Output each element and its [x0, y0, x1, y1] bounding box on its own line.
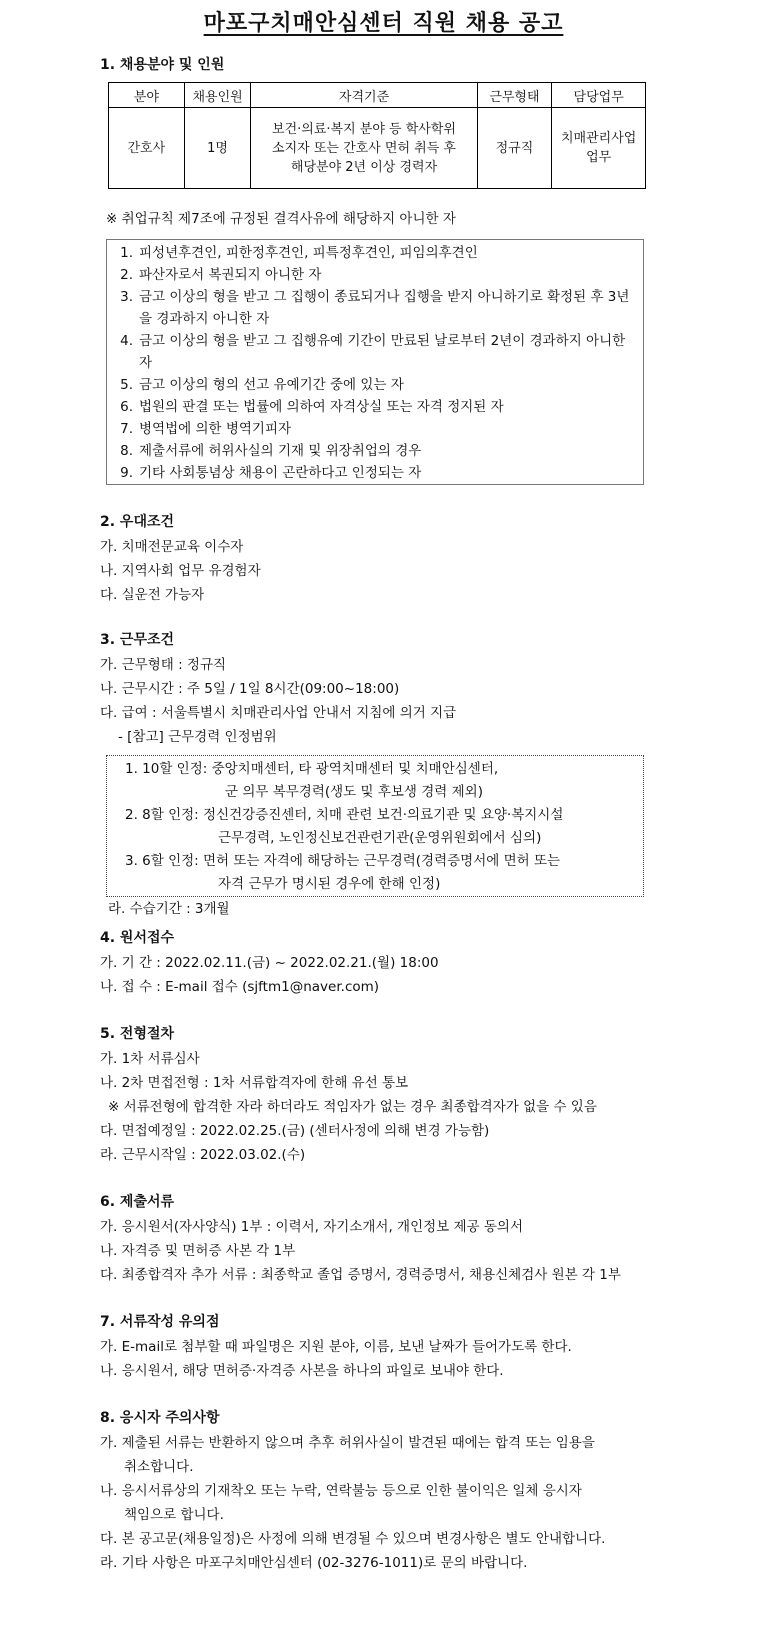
list-item: 6. 법원의 판결 또는 법률에 의하여 자격상실 또는 자격 정지된 자 [120, 399, 504, 415]
caution-item: 라. 기타 사항은 마포구치매안심센터 (02-3276-1011)로 문의 바랍니다. [100, 1555, 528, 1571]
table-cell: 보건·의료·복지 분야 등 학사학위 소지자 또는 간호사 면허 취득 후 해당분야 2년 이상 경력자 [251, 108, 477, 189]
document-item: 나. 자격증 및 면허증 사본 각 1부 [100, 1243, 296, 1259]
section-8-heading: 8. 응시자 주의사항 [100, 1410, 220, 1426]
table-row [109, 108, 646, 189]
application-item: 가. 기 간 : 2022.02.11.(금) ~ 2022.02.21.(월) 18:00 [100, 955, 439, 971]
table-header: 분야 [109, 83, 185, 108]
caution-item: 다. 본 공고문(채용일정)은 사정에 의해 변경될 수 있으며 변경사항은 별도 안내합니다. [100, 1531, 606, 1547]
table-header-row [109, 83, 646, 108]
section-6-heading: 6. 제출서류 [100, 1194, 175, 1210]
section-7-heading: 7. 서류작성 유의점 [100, 1314, 220, 1330]
condition-item: 가. 근무형태 : 정규직 [100, 657, 227, 673]
career-item: 1. 10할 인정: 중앙치매센터, 타 광역치매센터 및 치매안심센터, 군 의무 복무경력(생도 및 후보생 경력 제외) [125, 761, 499, 800]
caution-item: 가. 제출된 서류는 반환하지 않으며 추후 허위사실이 발견된 때에는 합격 또는 임용을 취소합니다. [100, 1435, 595, 1475]
table-header: 담당업무 [552, 83, 646, 108]
career-item: 3. 6할 인정: 면허 또는 자격에 해당하는 근무경력(경력증명서에 면허 또는 자격 근무가 명시된 경우에 한해 인정) [125, 853, 561, 892]
table-cell: 정규직 [477, 108, 552, 189]
application-item: 나. 접 수 : E-mail 접수 (sjftm1@naver.com) [100, 979, 380, 995]
career-reference-label: - [참고] 근무경력 인정범위 [118, 729, 277, 745]
procedure-item: 다. 면접예정일 : 2022.02.25.(금) (센터사정에 의해 변경 가능함) [100, 1123, 490, 1139]
preference-item: 가. 치매전문교육 이수자 [100, 539, 244, 555]
disqualification-note: ※ 취업규칙 제7조에 규정된 결격사유에 해당하지 아니한 자 [106, 211, 456, 227]
training-period: 라. 수습기간 : 3개월 [108, 901, 230, 917]
disqualification-box [106, 239, 644, 485]
writing-note-item: 가. E-mail로 첨부할 때 파일명은 지원 분야, 이름, 보낸 날짜가 들어가도록 한다. [100, 1339, 572, 1355]
list-item: 9. 기타 사회통념상 채용이 곤란하다고 인정되는 자 [120, 465, 422, 481]
document-item: 가. 응시원서(자사양식) 1부 : 이력서, 자기소개서, 개인정보 제공 동의서 [100, 1219, 523, 1235]
document-item: 다. 최종합격자 추가 서류 : 최종학교 졸업 증명서, 경력증명서, 채용신체검사 원본 각 1부 [100, 1267, 621, 1283]
section-3-heading: 3. 근무조건 [100, 632, 175, 648]
procedure-note: ※ 서류전형에 합격한 자라 하더라도 적임자가 없는 경우 최종합격자가 없을 수 있음 [108, 1099, 597, 1115]
table-header: 채용인원 [184, 83, 251, 108]
procedure-item: 나. 2차 면접전형 : 1차 서류합격자에 한해 유선 통보 [100, 1075, 409, 1091]
section-4-heading: 4. 원서접수 [100, 930, 175, 946]
list-item: 7. 병역법에 의한 병역기피자 [120, 421, 292, 437]
condition-item: 다. 급여 : 서울특별시 치매관리사업 안내서 지침에 의거 지급 [100, 705, 457, 721]
recruitment-table [108, 82, 646, 189]
career-item: 2. 8할 인정: 정신건강증진센터, 치매 관련 보건·의료기관 및 요양·복지시설 근무경력, 노인정신보건관련기관(운영위원회에서 심의) [125, 807, 564, 846]
list-item: 4. 금고 이상의 형을 받고 그 집행유예 기간이 만료된 날로부터 2년이 경과하지 아니한 자 [120, 333, 626, 371]
procedure-item: 가. 1차 서류심사 [100, 1051, 200, 1067]
condition-item: 나. 근무시간 : 주 5일 / 1일 8시간(09:00~18:00) [100, 681, 400, 697]
section-1-heading: 1. 채용분야 및 인원 [100, 57, 225, 73]
career-box [106, 755, 644, 897]
table-header: 근무형태 [477, 83, 552, 108]
caution-item: 나. 응시서류상의 기재착오 또는 누락, 연락불능 등으로 인한 불이익은 일체 응시자 책임으로 합니다. [100, 1483, 582, 1523]
table-header: 자격기준 [251, 83, 477, 108]
procedure-item: 라. 근무시작일 : 2022.03.02.(수) [100, 1147, 306, 1163]
list-item: 8. 제출서류에 허위사실의 기재 및 위장취업의 경우 [120, 443, 422, 459]
table-cell: 간호사 [109, 108, 185, 189]
preference-item: 다. 실운전 가능자 [100, 587, 205, 603]
table-cell: 1명 [184, 108, 251, 189]
page-title: 마포구치매안심센터 직원 채용 공고 [203, 11, 564, 36]
table-cell: 치매관리사업 업무 [552, 108, 646, 189]
writing-note-item: 나. 응시원서, 해당 면허증·자격증 사본을 하나의 파일로 보내야 한다. [100, 1363, 504, 1379]
section-2-heading: 2. 우대조건 [100, 514, 175, 530]
list-item: 2. 파산자로서 복권되지 아니한 자 [120, 267, 322, 283]
preference-item: 나. 지역사회 업무 유경험자 [100, 563, 261, 579]
list-item: 5. 금고 이상의 형의 선고 유예기간 중에 있는 자 [120, 377, 404, 393]
list-item: 3. 금고 이상의 형을 받고 그 집행이 종료되거나 집행을 받지 아니하기로 확정된 후 3년을 경과하지 아니한 자 [120, 289, 630, 327]
list-item: 1. 피성년후견인, 피한정후견인, 피특정후견인, 피임의후견인 [120, 245, 478, 261]
section-5-heading: 5. 전형절차 [100, 1026, 175, 1042]
